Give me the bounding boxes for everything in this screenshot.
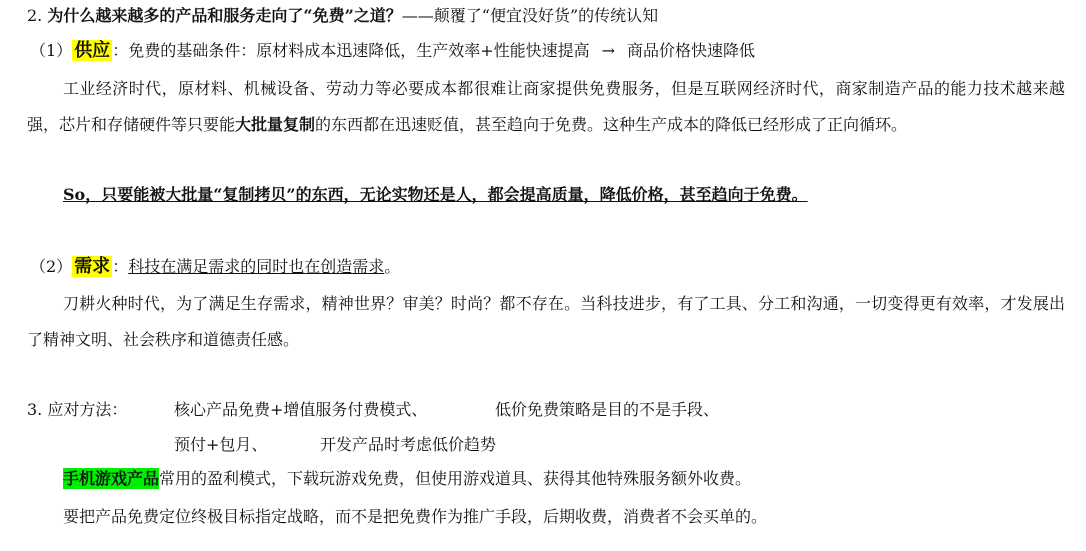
supply-summary-text: So，只要能被大批量“复制拷贝”的东西，无论实物还是人，都会提高质量，降低价格，甚至趋向于免费。: [63, 185, 808, 204]
supply-result: 商品价格快速降低: [627, 41, 756, 60]
final-line: [63, 506, 767, 528]
supply-para-part1: 工业经济时代，原材料、机械设备、劳动力等必要成本都很难让商家提供免费服务，但是互联网经济时代，商家制造产品的能力技术越来越强，芯片和存储硬件等只要能: [27, 79, 1065, 134]
demand-period: 。: [384, 257, 401, 276]
section-2-heading: [27, 5, 658, 27]
method-item: [174, 434, 267, 456]
method-item: [174, 399, 427, 421]
right-arrow-icon: →: [601, 41, 616, 60]
section-2-title-bold: 为什么越来越多的产品和服务走向了“免费”之道？: [47, 6, 402, 25]
demand-paragraph-text: 刀耕火种时代，为了满足生存需求，精神世界？审美？时尚？都不存在。当科技进步，有了工具、分工和沟通，一切变得更有效率，才发展出了精神文明、社会秩序和道德责任感。: [27, 294, 1065, 349]
method-2: 低价免费策略是目的不是手段、: [495, 400, 720, 419]
supply-summary: [63, 184, 808, 206]
section-2-title-rest: ——颠覆了“便宜没好货”的传统认知: [401, 6, 659, 25]
method-3: 预付+包月、: [174, 435, 268, 454]
game-term-highlight: 手机游戏产品: [63, 469, 160, 488]
demand-headline: 科技在满足需求的同时也在创造需求: [128, 257, 385, 276]
section-3-label-text: 应对方法：: [47, 400, 128, 419]
method-4: 开发产品时考虑低价趋势: [320, 435, 497, 454]
method-1: 核心产品免费+增值服务付费模式、: [174, 400, 428, 419]
supply-para-part2: 的东西都在迅速贬值，甚至趋向于免费。这种生产成本的降低已经形成了正向循环。: [315, 115, 908, 134]
method-item: [320, 434, 496, 456]
demand-paragraph: [27, 286, 1065, 358]
supply-colon: ：: [112, 41, 129, 60]
game-text: 常用的盈利模式，下载玩游戏免费，但使用游戏道具、获得其他特殊服务额外收费。: [159, 469, 752, 488]
supply-para-bold: 大批量复制: [235, 115, 316, 134]
demand-index: （2）: [30, 257, 73, 276]
final-text: 要把产品免费定位终极目标指定战略，而不是把免费作为推广手段，后期收费，消费者不会买单的。: [63, 507, 768, 526]
supply-paragraph: [27, 71, 1065, 143]
supply-index: （1）: [30, 41, 73, 60]
method-item: [495, 399, 719, 421]
demand-term-highlight: 需求: [74, 256, 111, 277]
game-line: [63, 468, 751, 490]
section-3-label: [27, 399, 127, 421]
supply-heading: [30, 40, 755, 62]
section-3-number: 3.: [27, 400, 43, 419]
section-2-number: 2.: [27, 6, 43, 25]
supply-conditions: 免费的基础条件：原材料成本迅速降低，生产效率+性能快速提高: [128, 41, 590, 60]
supply-term-highlight: 供应: [74, 40, 111, 61]
demand-heading: [30, 256, 400, 278]
demand-colon: ：: [112, 257, 129, 276]
